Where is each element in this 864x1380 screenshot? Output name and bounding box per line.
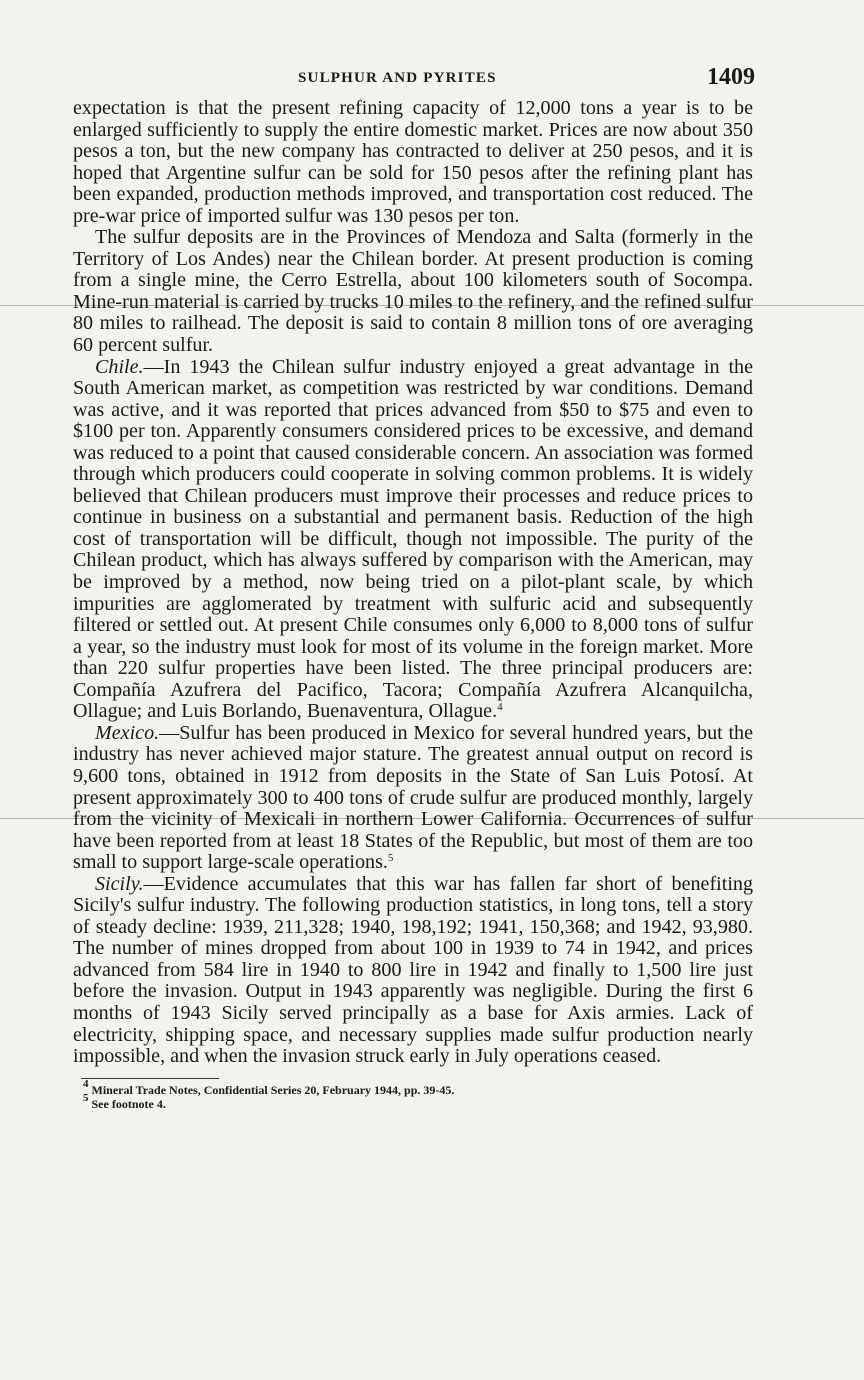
paragraph-argentina-continued: expectation is that the present refining capacity of 12,000 tons a year is to be enlarged sufficiently to supply the entire domestic market. Prices are now about 350 pesos a ton, but the new company has contracted to deliver at 250 pesos, and it is hoped that Argentine sulfur can be sold for 150 pesos after the refining plant has been expanded, production methods improved, and transportation cost reduced. The pre-war price of imported sulfur was 130 pesos per ton. bbox=[73, 97, 753, 227]
footnote-divider bbox=[81, 1078, 219, 1079]
body-text bbox=[73, 98, 753, 1068]
footnote-4 bbox=[83, 1077, 753, 1097]
running-title: SULPHUR AND PYRITES bbox=[298, 70, 497, 86]
footnote-ref-5[interactable]: 5 bbox=[387, 852, 394, 865]
page-number: 1409 bbox=[707, 64, 755, 90]
mexico-text: —Sulfur has been produced in Mexico for several hundred years, but the industry has never achieved major stature. The greatest annual output on record is 9,600 tons, obtained in 1912 from deposits in the State of San Luis Potosí. At present approximately 300 to 400 tons of crude sulfur are produced monthly, largely from the vicinity of Mexicali in northern Lower California. Occurrences of sulfur have been reported from at least 18 States of the Republic, but most of them are too small to support large-scale operations. bbox=[73, 721, 753, 874]
chile-text: —In 1943 the Chilean sulfur industry enjoyed a great advantage in the South American market, as competition was restricted by war conditions. Demand was active, and it was reported that prices advanced from $50 to $75 and even to $100 per ton. Apparently consumers considered prices to be excessive, and demand was reduced to a point that caused considerable concern. An association was formed through which producers could cooperate in solving common problems. It is widely believed that Chilean producers must improve their processes and reduce prices to continue in business on a substantial and permanent basis. Reduction of the high cost of transportation will be difficult, though not impossible. The purity of the Chilean product, which has always suffered by comparison with the American, may be improved by a method, now being tried on a pilot-plant scale, by which impurities are agglomerated by treatment with sulfuric acid and subsequently filtered or settled out. At present Chile consumes only 6,000 to 8,000 tons of sulfur a year, so the industry must look for most of its volume in the foreign market. More than 220 sulfur properties have been listed. The three principal producers are: Compañía Azufrera del Pacifico, Tacora; Compañía Azufrera Alcanquilcha, Ollague; and Luis Borlando, Buenaventura, Ollague. bbox=[73, 355, 753, 723]
section-label-chile: Chile. bbox=[95, 355, 144, 378]
paragraph-chile bbox=[73, 357, 753, 723]
footnote-ref-4[interactable]: 4 bbox=[497, 701, 503, 714]
footnotes bbox=[83, 1077, 753, 1111]
footnote-5 bbox=[83, 1091, 753, 1111]
footnote-mark-5: 5 bbox=[83, 1091, 89, 1104]
paragraph-argentina-deposits: The sulfur deposits are in the Provinces of Mendoza and Salta (formerly in the Territory of Los Andes) near the Chilean border. At present production is coming from a single mine, the Cerro Estrella, about 100 kilometers south of Socompa. Mine-run material is carried by trucks 10 miles to the refinery, and the refined sulfur 80 miles to railhead. The deposit is said to contain 8 million tons of ore averaging 60 percent sulfur. bbox=[73, 226, 753, 357]
running-header bbox=[73, 58, 753, 98]
paragraph-sicily bbox=[73, 874, 753, 1068]
section-label-sicily: Sicily. bbox=[95, 872, 144, 895]
paragraph-mexico bbox=[73, 723, 753, 874]
sicily-text: —Evidence accumulates that this war has fallen far short of benefiting Sicily's sulfur industry. The following production statistics, in long tons, tell a story of steady decline: 1939, 211,328; 1940, 198,192; 1941, 150,368; and 1942, 93,980. The number of mines dropped from about 100 in 1939 to 74 in 1942, and prices advanced from 584 lire in 1940 to 800 lire in 1942 and finally to 1,500 lire just before the invasion. Output in 1943 apparently was negligible. During the first 6 months of 1943 Sicily served principally as a base for Axis armies. Lack of electricity, shipping space, and necessary supplies made sulfur production nearly impossible, and when the invasion struck early in July operations ceased. bbox=[73, 872, 753, 1068]
document-page bbox=[73, 58, 753, 1111]
footnote-5-text: See footnote 4. bbox=[91, 1096, 166, 1111]
footnote-mark-4: 4 bbox=[83, 1077, 89, 1090]
footnote-4-text: Mineral Trade Notes, Confidential Series 20, February 1944, pp. 39-45. bbox=[91, 1082, 455, 1097]
section-label-mexico: Mexico. bbox=[95, 721, 160, 744]
